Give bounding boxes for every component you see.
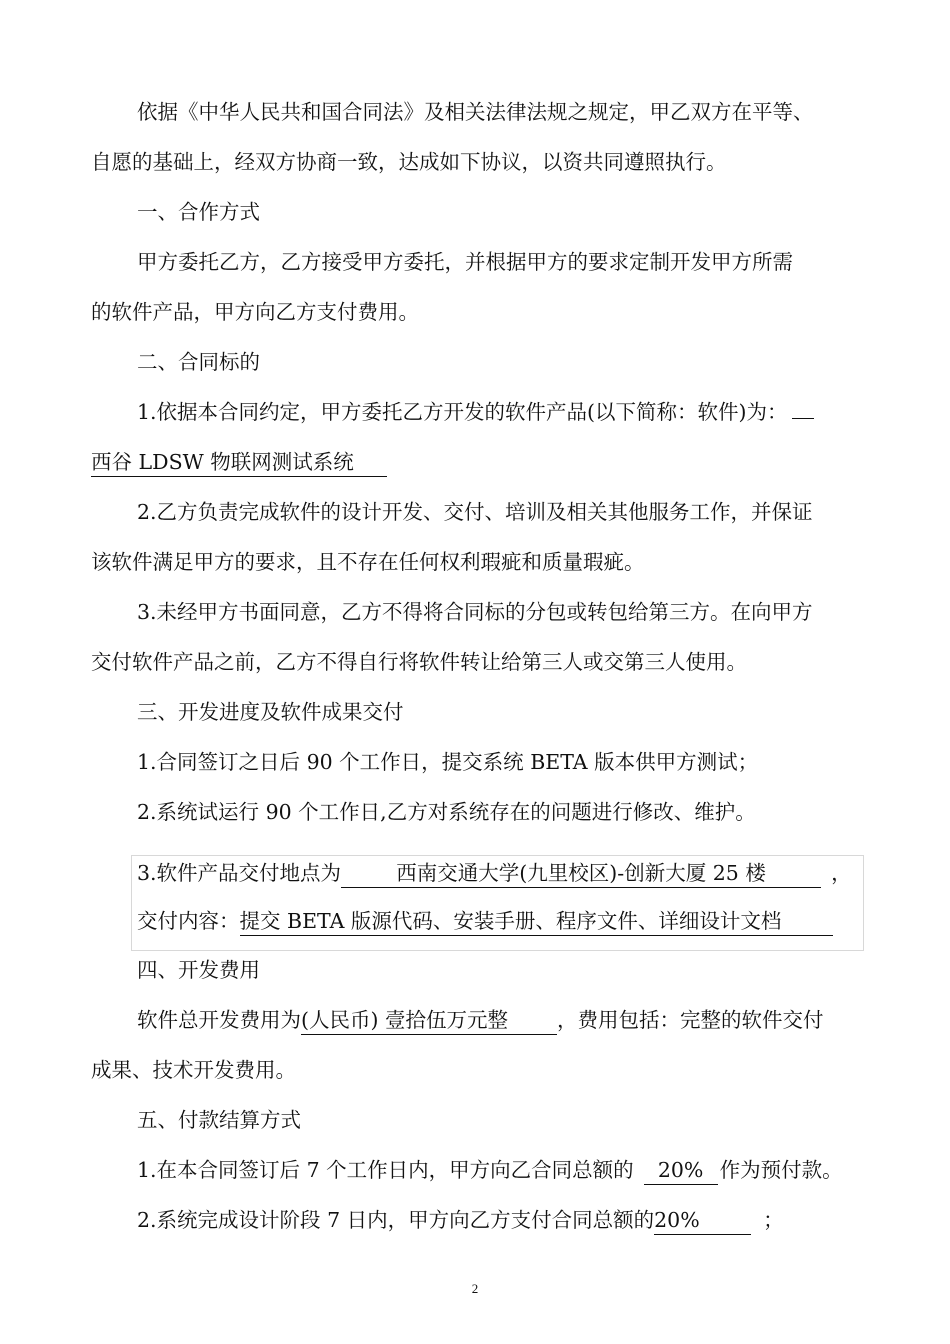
text-line — [0, 397, 950, 427]
page-number: 2 — [471, 1281, 479, 1296]
text-span: ， — [831, 861, 852, 885]
text-line: 3.未经甲方书面同意，乙方不得将合同标的分包或转包给第三方。在向甲方 — [137, 600, 813, 624]
text-line: 1.合同签订之日后 90 个工作日，提交系统 BETA 版本供甲方测试； — [137, 750, 759, 774]
text-line: 交付软件产品之前，乙方不得自行将软件转让给第三人或交第三人使用。 — [91, 650, 747, 674]
text-line: 甲方委托乙方，乙方接受甲方委托，并根据甲方的要求定制开发甲方所需 — [137, 250, 793, 274]
text-span: 作为预付款。 — [719, 1158, 843, 1182]
text-span: ，费用包括：完整的软件交付 — [557, 1008, 824, 1032]
design-payment-percent-field: 20% — [654, 1207, 751, 1235]
total-fee-field: (人民币) 壹拾伍万元整 — [301, 1007, 557, 1035]
delivery-location-field: 西南交通大学(九里校区)-创新大厦 25 楼 — [341, 860, 821, 888]
text-line — [0, 906, 950, 936]
text-line — [0, 858, 950, 888]
text-line: 成果、技术开发费用。 — [91, 1058, 296, 1082]
text-line: 2.乙方负责完成软件的设计开发、交付、培训及相关其他服务工作，并保证 — [137, 500, 813, 524]
section-heading: 四、开发费用 — [137, 958, 260, 982]
text-line — [0, 447, 950, 477]
software-name-field: 西谷 LDSW 物联网测试系统 — [91, 449, 387, 477]
text-line — [0, 1005, 950, 1035]
text-span: 交付内容： — [137, 909, 240, 933]
text-line: 依据《中华人民共和国合同法》及相关法律法规之规定，甲乙双方在平等、 — [137, 100, 814, 124]
delivery-content-field: 提交 BETA 版源代码、安装手册、程序文件、详细设计文档 — [240, 908, 833, 936]
section-heading: 一、合作方式 — [137, 200, 260, 224]
section-heading: 三、开发进度及软件成果交付 — [137, 700, 404, 724]
section-heading: 二、合同标的 — [137, 350, 260, 374]
text-span: ； — [763, 1208, 784, 1232]
fill-blank-underline — [792, 418, 814, 419]
text-line — [0, 1205, 950, 1235]
text-span: 3.软件产品交付地点为 — [137, 861, 342, 885]
text-line: 2.系统试运行 90 个工作日,乙方对系统存在的问题进行修改、维护。 — [137, 800, 756, 824]
text-line: 自愿的基础上，经双方协商一致，达成如下协议，以资共同遵照执行。 — [91, 150, 727, 174]
text-line: 的软件产品，甲方向乙方支付费用。 — [91, 300, 419, 324]
section-heading: 五、付款结算方式 — [137, 1108, 301, 1132]
text-span: 软件总开发费用为 — [137, 1008, 301, 1032]
text-line — [0, 1155, 950, 1185]
text-span: 1.依据本合同约定，甲方委托乙方开发的软件产品(以下简称：软件)为： — [137, 400, 788, 424]
prepayment-percent-field: 20% — [644, 1157, 718, 1185]
text-span: 1.在本合同签订后 7 个工作日内，甲方向乙合同总额的 — [137, 1158, 634, 1182]
text-span: 2.系统完成设计阶段 7 日内，甲方向乙方支付合同总额的 — [137, 1208, 655, 1232]
text-line: 该软件满足甲方的要求，且不存在任何权利瑕疵和质量瑕疵。 — [91, 550, 645, 574]
